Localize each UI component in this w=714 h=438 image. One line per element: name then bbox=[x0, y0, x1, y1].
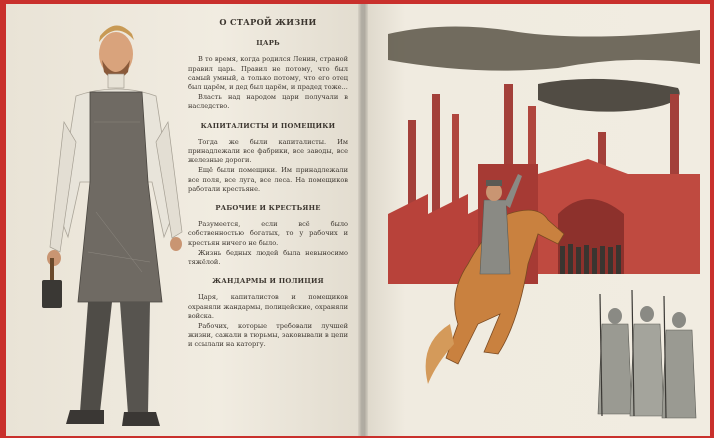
paragraph: В то время, когда родился Ленин, страной правил царь. Правил не потому, что был самый умный, а только потому, что его отец был царём, и дед был царём, и прадед тоже... bbox=[188, 55, 348, 92]
chimney bbox=[432, 94, 440, 219]
book-spread bbox=[6, 4, 710, 436]
factory-scene-illustration bbox=[388, 24, 700, 428]
section-heading: РАБОЧИЕ И КРЕСТЬЯНЕ bbox=[215, 204, 321, 213]
paragraph: Власть над народом цари получали в наследство. bbox=[188, 93, 348, 111]
smoke-cloud bbox=[388, 26, 700, 70]
section-heading: ЖАНДАРМЫ И ПОЛИЦИЯ bbox=[212, 277, 324, 286]
factory-gate bbox=[558, 199, 624, 274]
paragraph: Ещё были помещики. Им принадлежали все поля, все луга, все леса. На помещиков работали крестьяне. bbox=[188, 166, 348, 193]
smoke-cloud bbox=[538, 79, 680, 112]
paragraph: Разумеется, если всё было собственностью богатых, то у рабочих и крестьян ничего не было. bbox=[188, 220, 348, 247]
text-column bbox=[188, 18, 348, 351]
gendarme-rider bbox=[480, 200, 510, 274]
paragraph: Жизнь бедных людей была невыносимо тяжёлой. bbox=[188, 248, 348, 267]
right-page bbox=[364, 4, 710, 436]
paragraph: Рабочих, которые требовали лучшей жизни, сажали в тюрьмы, заковывали в цепи и ссылали на каторгу. bbox=[188, 322, 348, 349]
worker-illustration bbox=[24, 12, 189, 432]
worker-leg-right bbox=[120, 302, 150, 414]
paragraph: Тогда же были капиталисты. Им принадлежали все фабрики, все заводы, все железные дороги. bbox=[188, 137, 348, 165]
section-heading: ЦАРЬ bbox=[256, 39, 280, 48]
hammer-head bbox=[42, 280, 62, 308]
left-page bbox=[6, 4, 362, 436]
soldiers bbox=[598, 290, 696, 418]
book-gutter bbox=[358, 4, 368, 436]
section-heading: КАПИТАЛИСТЫ И ПОМЕЩИКИ bbox=[200, 121, 336, 130]
worker-leg-left bbox=[80, 302, 112, 412]
paragraph: Царя, капиталистов и помещиков охраняли жандармы, полицейские, охраняли войска. bbox=[188, 293, 348, 320]
page-title: О СТАРОЙ ЖИЗНИ bbox=[219, 17, 317, 27]
